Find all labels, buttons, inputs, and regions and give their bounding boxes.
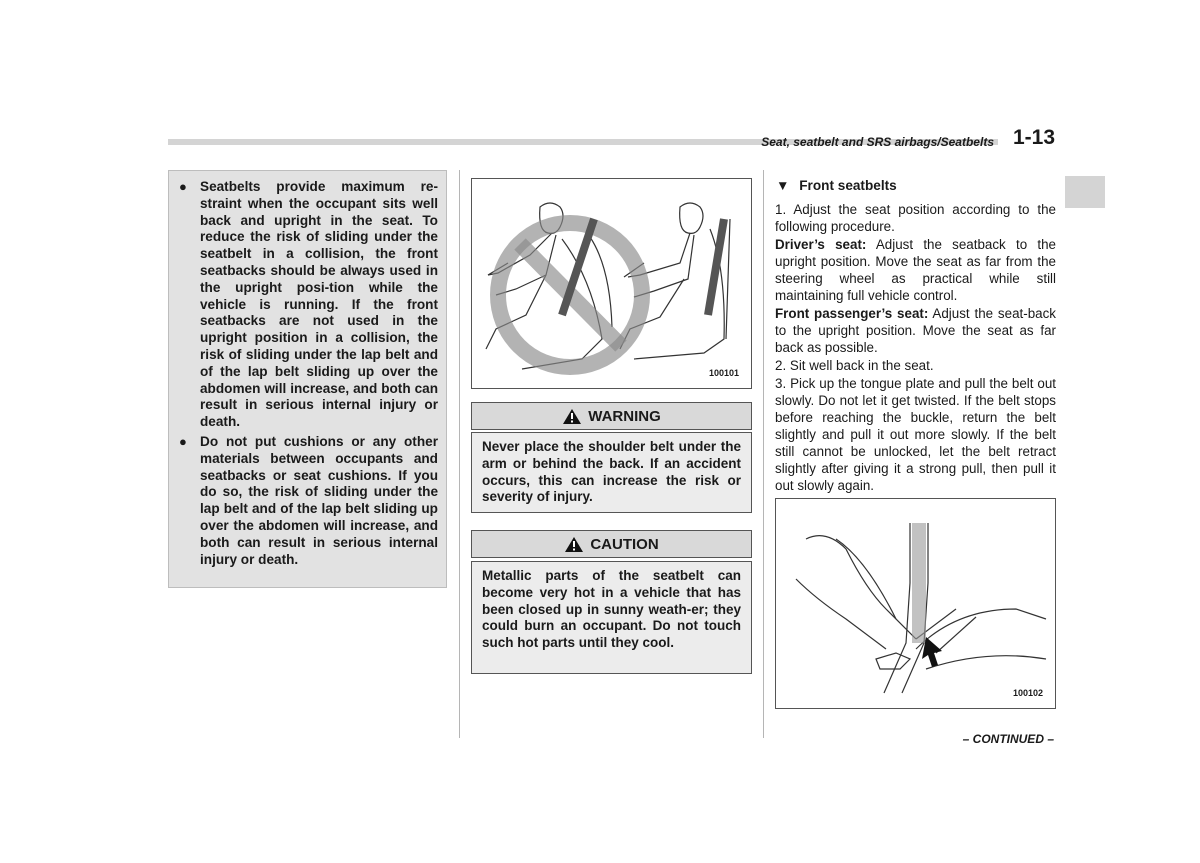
passenger-seat-text: Adjust the seat-back to the upright position. Move the seat as far back as possible. — [775, 306, 1056, 355]
seated-driver-illustration — [472, 179, 751, 388]
column-divider — [459, 170, 460, 738]
section-title: Seat, seatbelt and SRS airbags/Seatbelts — [761, 135, 994, 149]
caution-title: CAUTION — [590, 535, 659, 553]
caution-header — [471, 530, 752, 558]
bullet-marker: ● — [179, 434, 187, 449]
page-number: 1-13 — [1013, 126, 1056, 149]
step-2: 2. Sit well back in the seat. — [775, 358, 934, 373]
column-divider — [763, 170, 764, 738]
warning-text: Never place the shoulder belt under the arm or behind the back. If an accident occurs, this can increase the risk or severity of injury. — [471, 432, 752, 513]
chapter-tab — [1065, 176, 1105, 208]
driver-seat-paragraph — [775, 236, 1056, 304]
section-marker: ▼ — [776, 178, 790, 193]
caution-triangle-icon — [564, 536, 584, 553]
caution-text: Metallic parts of the seatbelt can become very hot in a vehicle that has been closed up in sunny weath-er; they could burn an occupant. Do not touch such hot parts until they cool. — [471, 561, 752, 674]
warning-title: WARNING — [588, 407, 661, 425]
continued-label: – CONTINUED – — [962, 732, 1054, 746]
warning-triangle-icon — [562, 408, 582, 425]
warning-header — [471, 402, 752, 430]
belt-pull-figure — [775, 498, 1056, 709]
step-1: 1. Adjust the seat position according to the following procedure. — [775, 202, 1056, 234]
section-heading-text: Front seatbelts — [799, 178, 897, 193]
driver-seat-label: Driver’s seat: — [775, 237, 867, 252]
procedure-text — [775, 201, 1056, 495]
driver-seat-text: Adjust the seatback to the upright position. Move the seat as far from the steering wheel as practical while still maintaining full vehicle control. — [775, 237, 1056, 303]
bullet-text: Do not put cushions or any other materials between occupants and seatbacks or seat cushions. If you do so, the risk of sliding under the lap belt and of the lap belt sliding up over the abdomen will increase, and both can result in serious internal injury or death. — [200, 434, 438, 567]
section-heading — [776, 178, 897, 193]
warning-bullet-box — [168, 170, 447, 588]
bullet-text: Seatbelts provide maximum re-straint when the occupant sits well back and upright in the seat. To reduce the risk of sliding under the seatbelt in a collision, the front seatbacks should be always used in the upright posi-tion while the vehicle is running. If the front seatbacks are not used in the upright position in a collision, the risk of sliding under the lap belt and of the lap belt sliding up over the abdomen will increase, and both can result in serious internal injury or death. — [200, 179, 438, 430]
bullet-marker: ● — [179, 179, 187, 194]
figure-code: 100101 — [708, 368, 739, 378]
seat-position-figure — [471, 178, 752, 389]
figure-code: 100102 — [1012, 688, 1043, 698]
pulling-belt-illustration — [776, 499, 1055, 708]
step-3: 3. Pick up the tongue plate and pull the belt out slowly. Do not let it get twisted. If the belt stops before reaching the buckle, return the belt slightly and pull it out more slowly. If the belt still cannot be unlocked, let the belt retract slightly after giving it a strong pull, then pull it out slowly again. — [775, 376, 1056, 493]
passenger-seat-label: Front passenger’s seat: — [775, 306, 929, 321]
bullet-item — [179, 179, 438, 431]
bullet-item — [179, 434, 438, 568]
passenger-seat-paragraph — [775, 305, 1056, 356]
